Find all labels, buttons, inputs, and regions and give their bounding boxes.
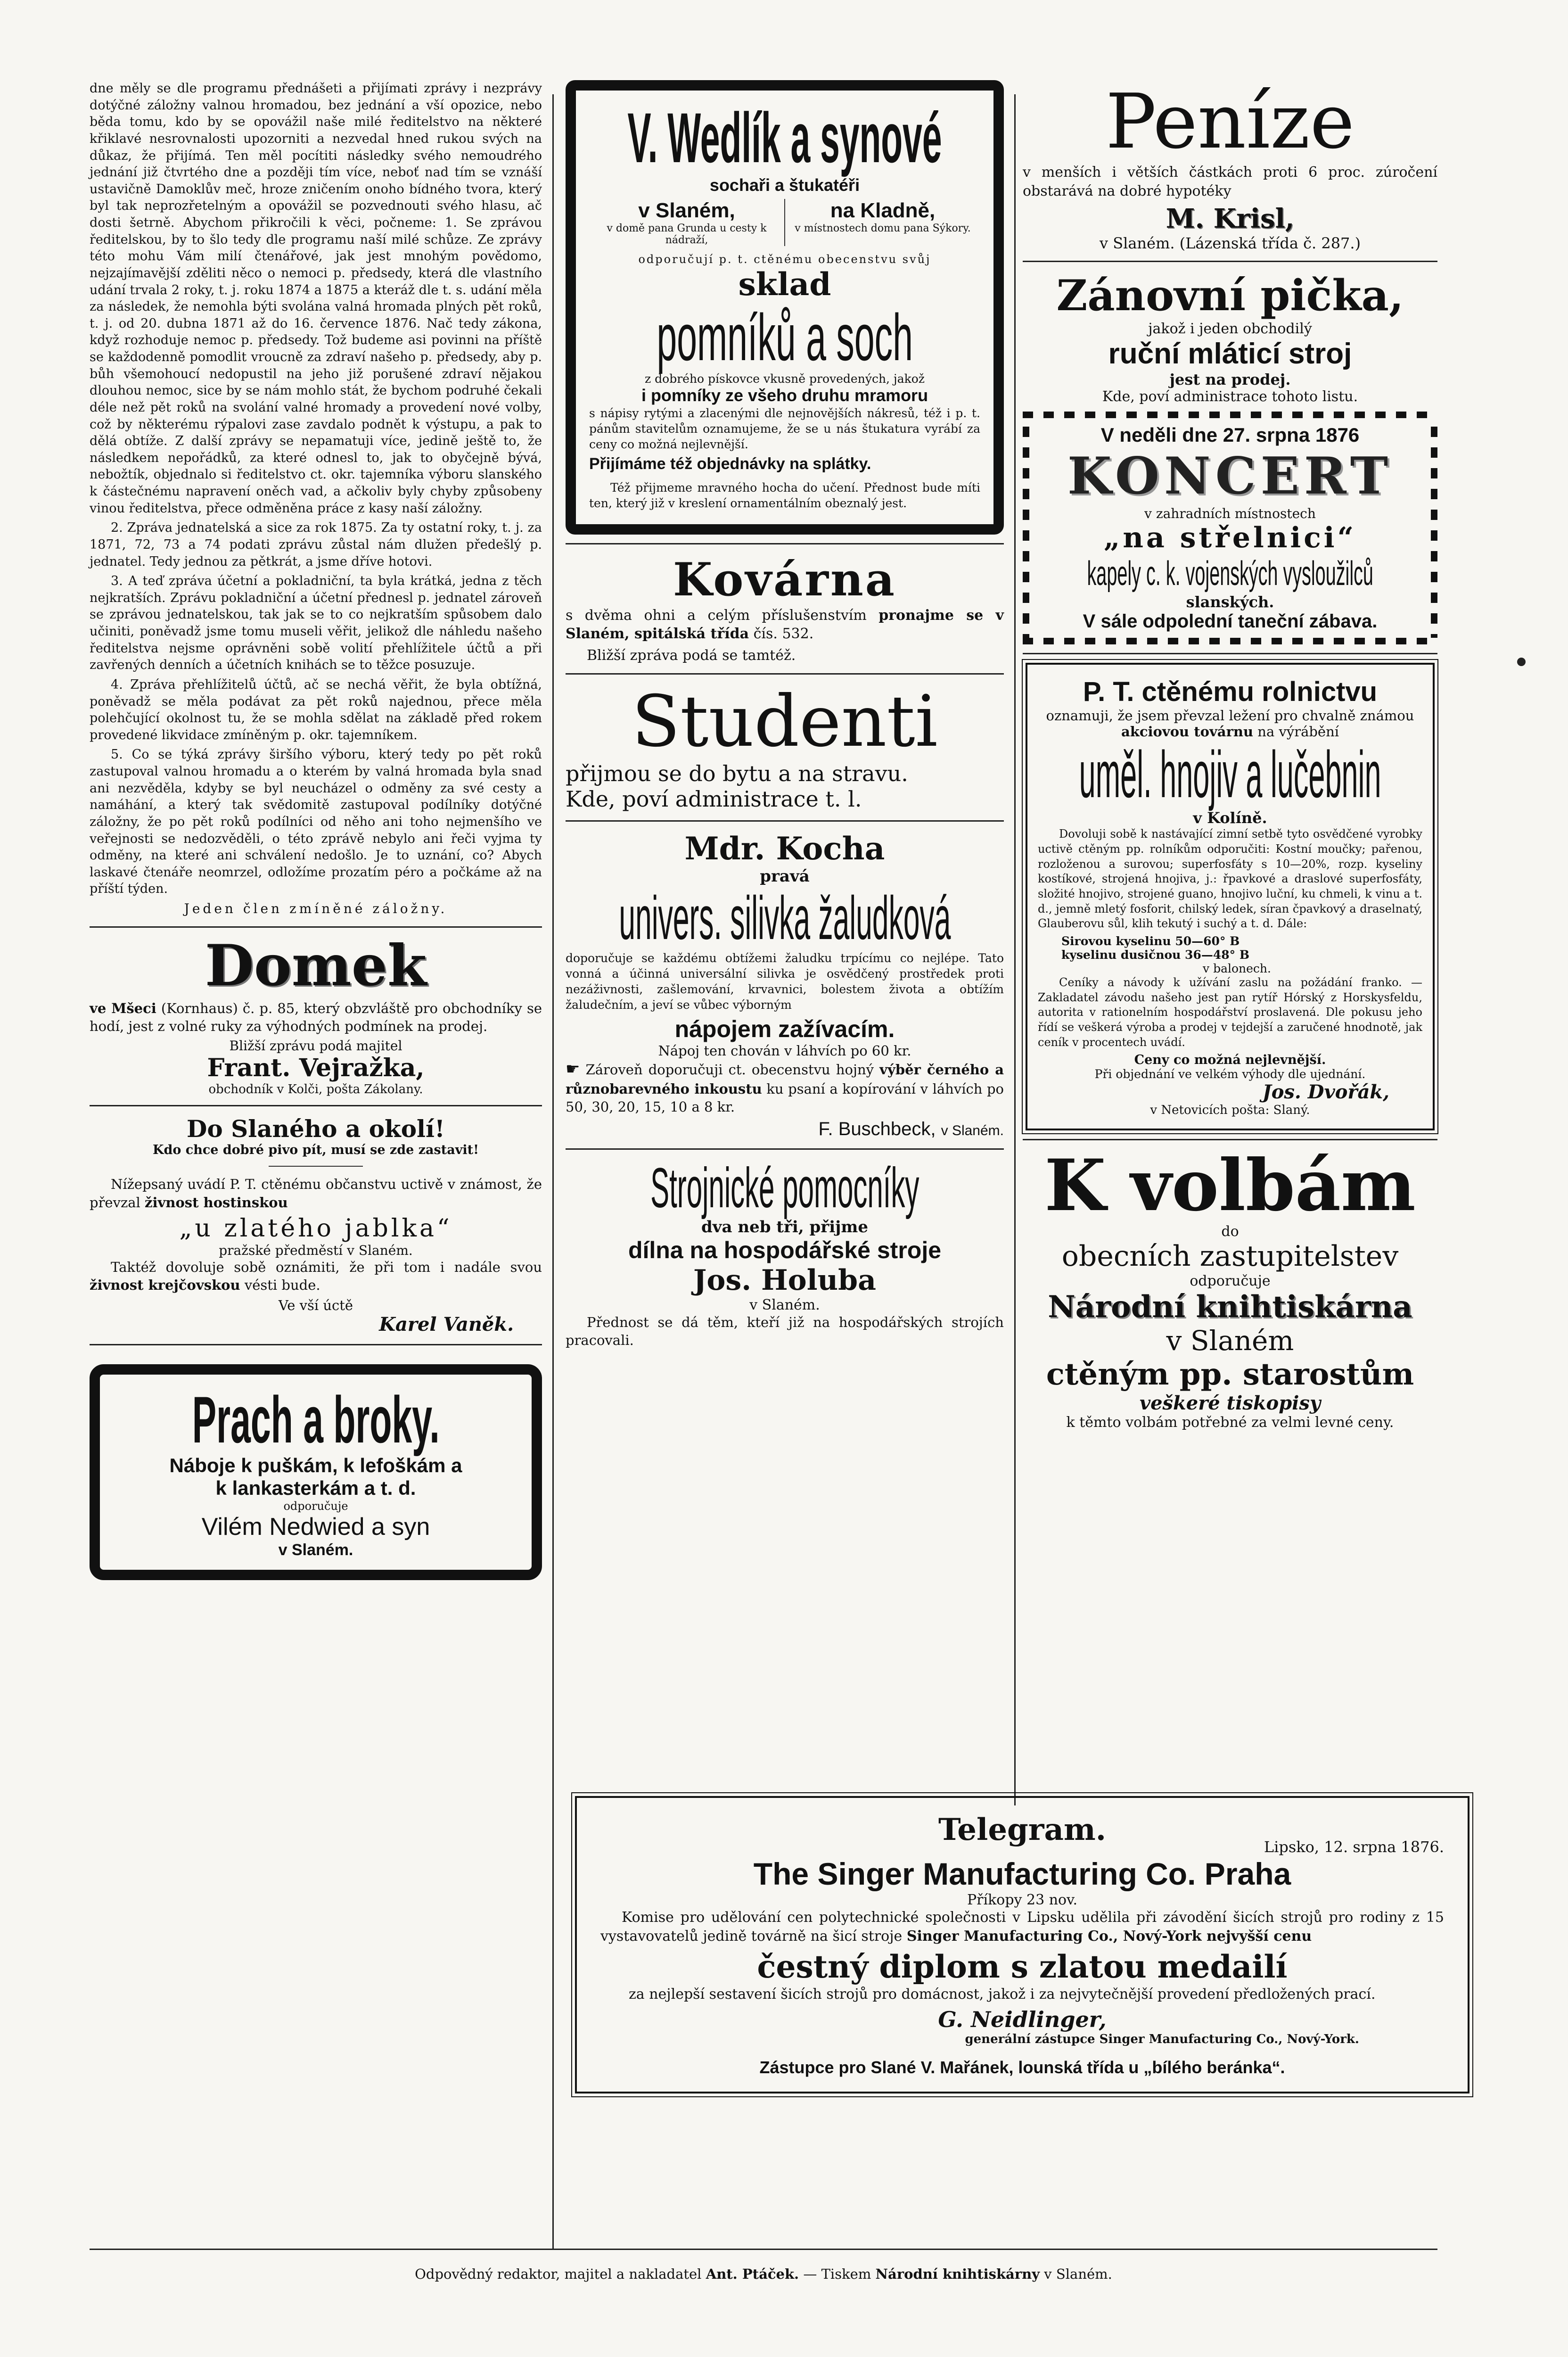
ad-dvorak-addr: v Netovicích pošta: Slaný. [1150,1103,1310,1118]
ad-koncert-title: KONCERT [1067,446,1393,506]
ad-holub-note: Přednost se dá těm, kteří již na hospodářských strojích pracovali. [566,1314,1004,1349]
ad-prach-line1: Náboje k puškám, k lefoškám a [169,1454,462,1476]
ad-holub-place: v Slaném. [749,1297,820,1314]
ad-koncert-dance: V sále odpolední taneční zábava. [1083,611,1378,632]
ad-wedlik-sklad: sklad [738,265,831,303]
ad-wedlik-desc3: s nápisy rytými a zlacenými dle nejnovějších nákresů, též i p. t. pánům stavitelům oznamujeme, že se u nás štukatura vyrábí za ceny co možná nejlevnější. [589,406,980,451]
ad-dvorak-title: P. T. ctěnému rolnictvu [1083,676,1378,708]
ad-slany-p3b: živnost krejčovskou [90,1277,240,1294]
ad-dvorak-acid1: Sirovou kyselinu 50—60° B [1061,934,1240,948]
ad-wedlik-place-slany: v Slaném, [638,198,735,222]
ad-telegram [575,1796,1469,2093]
ad-dvorak-big: uměl. hnojiv a lučebnin [1079,737,1381,812]
pointing-hand-icon: ☛ [566,1059,580,1079]
ad-penize-title: Peníze [1105,77,1355,165]
ad-domek [90,932,542,1097]
ad-kovarna-t2: Bližší zpráva podá se tamtéž. [587,647,796,664]
ad-dvorak-t1c: na výrábění [1257,724,1339,740]
ad-penize-t1: v menších i větších částkách proti 6 proc. zúročení obstarává na dobré hypotéky [1023,164,1437,199]
ad-dvorak-place: v Kolíně. [1193,809,1267,827]
ad-volby-firm: Národní knihtiskárna [1048,1289,1412,1325]
ad-dvorak [1026,663,1435,1130]
ad-volby-t3: odporučuje [1190,1272,1271,1289]
ad-slany-greet: Ve vší úctě [278,1297,353,1313]
ad-volby-t6: k těmto volbám potřebné za velmi levné ceny. [1066,1414,1394,1431]
ad-wedlik-title: V. Wedlík a synové [627,98,942,177]
ad-kocha-big: univers. silivka žaludková [618,883,951,953]
ad-kocha [566,830,1004,1140]
divider [90,1105,542,1106]
ad-telegram-dateline: Lipsko, 12. srpna 1876. [1264,1838,1444,1856]
ad-wedlik-pomniku: pomníků a soch [657,300,913,374]
imprint-e: v Slaném. [1044,2266,1112,2282]
ad-domek-title: Domek [205,932,427,999]
divider [566,673,1004,675]
ad-slany-p1: Nížepsaný uvádí P. T. ctěnému občanstvu uctivě v známost, že převzal [90,1176,542,1211]
ad-studenti-t1: přijmou se do bytu a na stravu. [566,761,908,787]
ad-domek-text: (Kornhaus) č. p. 85, který obzvláště pro obchodníky se hodí, jest z volné ruky za výhodných podmínek na prodej. [90,1000,542,1035]
ad-koncert-band-place: slanských. [1186,593,1274,611]
ad-dvorak-name: Jos. Dvořák, [1262,1081,1389,1104]
ad-prach [90,1364,542,1580]
ad-pricka-t3: Kde, poví administrace tohoto listu. [1102,388,1358,405]
divider [1023,1139,1437,1140]
ad-holub-t2: dílna na hospodářské stroje [628,1237,942,1264]
ad-koncert-band: kapely c. k. vojenských vysloužilců [1087,555,1373,593]
ad-kocha-title: Mdr. Kocha [684,830,885,867]
ad-telegram-t2: za nejlepší sestavení šicích strojů pro domácnost, jakož i za nejvytečnější provedení předložených prací. [629,1986,1376,2003]
ad-prach-name: Vilém Nedwied a syn [201,1513,430,1541]
article-paragraph: 5. Co se týká zprávy širšího výboru, který tedy po pět roků zastupoval valnou hromadu a o kterém by valná hromada byla snad ani nezvěděla, kdyby se byl neucházel o odměny za své cesty a namáhání, a který tak svědomitě zastupoval podílníky dotýčné záložny, že po pět roků podílníci od něho ani toho nejmenšího ve veřejnosti se nedozvěděli, o této zprávě nebylo ani řeči vyjma ty odměny, na které ani schválení nedošlo. Je to uznání, co? Abych laskavé čtenáře neomrzel, odložíme prozatím péro a počkáme až na příští týden. [90,747,542,897]
ad-wedlik-addr-slany: v domě pana Grunda u cesty k nádraží, [607,222,767,246]
article-paragraph: 3. A teď zpráva účetní a pokladniční, ta byla krátká, jedna z těch nejkratších. Zprávu pokladniční a účetní přednesl p. jednatel zároveň se zprávou jednatelskou, tak jak se to co nejkratším spůsobem dalo učiniti, poněvadž jsme tomu museli věřit, jelikož dle náhledu našeho ředitelstva nejsme oprávněni sobě volití přehlížitele účtů a při zavřených denních a účetních knihách se to těžce posuzuje. [90,574,542,673]
column-1 [90,80,542,1580]
divider [566,820,1004,822]
ad-dvorak-t1b: akciovou továrnu [1121,724,1254,740]
ad-telegram-t1b: Singer Manufacturing Co., Nový-York nejvyšší cenu [906,1928,1312,1945]
ad-telegram-addr: Příkopy 23 nov. [967,1892,1078,1908]
ad-domek-info: Bližší zprávu podá majitel [229,1038,402,1054]
ad-wedlik-desc2: i pomníky ze všeho druhu mramoru [641,385,928,405]
article-paragraph: dne měly se dle programu přednášeti a přijímati zprávy i nezprávy dotýčné záložny valnou hromadou, bez jednání a vší opozice, nebo běda tomu, kdo by se opovážil naše milé ředitelstvo na některé křiklavé nesrovnalosti upozorniti a nezvedal hned rukou svých na důkaz, že přijímá. Ten měl pocítiti následky svého nemoudrého jednání již čtvrtého dne a později tím více, neboť nad tím se vznáší ustavičně Damoklův meč, hroze zničením onoho bídného tvora, který byl tak neprozřetelným a opovážil se pozvednouti svého hlasu, ač dosti šetrně. Abychom přikročili k věci, počneme: 1. Se zprávou ředitelskou, by to šlo tedy dle programu naší milé schůze. Ze zprávy této mohu Vám milí čtenářové, jak jest mnohým povědomo, nejzajímavější zděliti něco o nemoci p. předsedy, která dle vlastního udání trvala 2 roky, t. j. roku 1874 a 1875 a kteráž dle t. s. udání měla za následek, že nemohla býti svolána valná hromada plných pět roků, t. j. od 20. dubna 1871 až do 16. července 1876. Nač tedy zákona, když rozhoduje nemoc p. předsedy. Tož budeme asi povinni na příště se každodenně pomodlit vroucně za zdraví našeho p. předsedy, aby p. bůh všemohoucí nedopustil na jeho již porušené zdraví nějakou dlouhou nemoc, sice by se nám mohlo stát, že bychom podruhé čekali déle než pět roků na svolání valné hromady a provedení nové volby, což by některému rýpalovi zase zavdalo podnět k výstupu, a pak to dělá obtíže. Z další zprávy se nepamatuji více, jedině ještě to, že následkem nepořádků, za které odnesl to, jak to obyčejně bývá, nebožtík, objednalo si ředitelstvo ct. okr. tajemníka výboru slanského k částečnému napravení oněch vad, a ačkoliv byly chyby způsobeny vinou ředitelstva, přece odměněna práce z kasy naší záložny. [90,81,542,516]
divider [269,1166,363,1167]
ad-kocha-napojem: nápojem zažívacím. [674,1015,895,1042]
ad-studenti-title: Studenti [632,681,938,763]
ad-wedlik-orders: Přijímáme též objednávky na splátky. [589,454,871,473]
column-3 [1023,77,1437,1431]
divider [1023,261,1437,262]
ad-pricka-t2: jest na prodej. [1169,371,1291,389]
ad-slany-p3: Taktéž dovoluje sobě oznámiti, že při tom i nadále svou [111,1259,542,1276]
ad-domek-place: ve Mšeci [90,1000,156,1016]
column-rule [1014,94,1016,1805]
ad-volby-t1: do [1221,1223,1239,1240]
ad-volby-t2: obecních zastupitelstev [1061,1239,1399,1273]
ad-koncert-date: V neděli dne 27. srpna 1876 [1100,424,1360,446]
ad-dvorak-t1: oznamuji, že jsem převzal ležení pro chvalně známou [1046,708,1414,724]
ad-kocha-ink1: Zároveň doporučuji ct. obecenstvu hojný [585,1061,874,1078]
ad-wedlik-rec: odporučují p. t. ctěnému obecenstvu svůj [638,252,931,266]
divider [1023,653,1437,654]
ad-kocha-desc: doporučuje se každému obtížemi žaludku trpícímu co nejlépe. Tato vonná a účinná universální silivka je osvědčený prostředek proti nezáživnosti, zašlemování, krvavnici, bolestem života a obtížím žaludečním, a jeví se vůbec výborným [566,951,1004,1012]
ad-holub [566,1158,1004,1350]
ad-wedlik [566,80,1004,535]
ad-koncert-venue: „na střelnici“ [1103,521,1357,555]
ad-slany-p2: pražské předměstí v Slaném. [219,1243,413,1259]
ad-domek-sub: obchodník v Kolči, pošta Zákolany. [208,1082,423,1097]
ad-kocha-firm: F. Buschbeck, [818,1119,936,1140]
ad-slany-sub: Kdo chce dobré pivo pít, musí se zde zastavit! [153,1143,479,1158]
ad-holub-name: Jos. Holuba [693,1264,876,1297]
imprint-a: Odpovědný redaktor, majitel a nakladatel [415,2266,702,2282]
article-paragraph: 4. Zpráva přehlížitelů účtů, ač se nechá věřit, že byla obtížná, poněvadž se měla podávat za pět roků najednou, přece měla polehčující okolnost tu, že se mohla sdělat na základě před rokem provedené likvidace zmíněným p. okr. tajemníkem. [90,677,542,742]
divider [90,1344,542,1345]
ad-studenti-t2: Kde, poví administrace t. l. [566,786,862,812]
ad-kovarna [566,553,1004,665]
divider [90,926,542,928]
ad-telegram-t1: Komise pro udělování cen polytechnické společnosti v Lipsku udělila při závodění šicích strojů pro rodiny z 15 vystavovatelů jedině továrně na šicí stroje [600,1909,1444,1945]
ad-prach-rec: odporučuje [283,1499,348,1513]
ad-prach-line2: k lankasterkám a t. d. [215,1476,416,1499]
ad-wedlik-desc1: z dobrého pískovce vkusně provedených, jakož [645,371,925,386]
imprint-c: — Tiskem [803,2266,871,2282]
ad-prach-place: v Slaném. [278,1541,353,1559]
newspaper-page [90,77,1444,2282]
ad-slany-inn: „u zlatého jablka“ [179,1214,452,1243]
ad-studenti [566,683,1004,812]
ad-telegram-role: generální zástupce Singer Manufacturing Co., Nový-York. [965,2032,1359,2046]
ad-telegram-company: The Singer Manufacturing Co. Praha [753,1856,1291,1891]
ad-dvorak-prices: Ceny co možná nejlevnější. [1134,1053,1326,1068]
ad-dvorak-text: Dovoluji sobě k nastávající zimní setbě tyto osvědčené vyrobky uctivě ctěným pp. rolníkům odporučiti: Kostní moučky; pařenou, rozloženou a surovou; superfosfáty s 10—20%, rozp. kyseliny kostíkové, strojená hnojiva, j.: řpavkové a draslové superfosfáty, složité hnojivo, strojené guano, hnojivo luční, ku chmeli, k vinu a t. d., jemně mletý fosforit, chilský ledek, síran čpavkový a draselnatý, Glauberovu sůl, klih tekutý i suchý a t. d. Dále: [1038,827,1422,931]
ad-pricka-big: ruční mláticí stroj [1108,338,1352,371]
divider [566,1148,1004,1150]
ad-telegram-name: G. Neidlinger, [938,2006,1107,2032]
ad-telegram-agent: Zástupce pro Slané V. Mařánek, lounská třída u „bílého beránka“. [759,2057,1285,2077]
ad-kovarna-title: Kovárna [673,552,896,606]
ad-kovarna-t1: s dvěma ohni a celým příslušenstvím [566,607,867,624]
ad-telegram-title: Telegram. [938,1812,1106,1847]
ad-holub-title: Strojnické pomocníky [650,1156,919,1220]
ad-kovarna-t1c: čís. 532. [753,626,814,643]
column-2 [566,80,1004,1352]
ad-dvorak-text3: Při objednání ve velkém výhody dle ujednání. [1094,1067,1366,1081]
ad-slany-p3c: vésti bude. [244,1277,320,1294]
ad-penize-place: v Slaném. (Lázenská třída č. 287.) [1099,234,1361,253]
ad-slany-name: Karel Vaněk. [379,1313,514,1335]
ad-pricka-title: Zánovní pička, [1056,271,1404,321]
imprint-footer [90,2266,1437,2282]
ad-slany [90,1115,542,1335]
ad-penize-name: M. Krisl, [1166,203,1295,235]
ad-pricka [1023,271,1437,405]
ad-pricka-t1: jakož i jeden obchodilý [1148,321,1312,338]
ad-volby-place: v Slaném [1166,1324,1294,1357]
ad-prach-title: Prach a broky. [192,1382,440,1457]
divider [566,543,1004,544]
ad-volby-title: K volbám [1044,1144,1416,1228]
ad-domek-owner: Frant. Vejražka, [207,1054,425,1083]
imprint-d: Národní knihtiskárny [875,2266,1040,2282]
ad-koncert [1023,412,1437,644]
ad-koncert-t1: v zahradních místnostech [1144,506,1316,522]
ad-volby-t4: ctěným pp. starostům [1046,1356,1414,1392]
ink-dot-icon [1517,658,1526,666]
ad-wedlik-note: Též přijmeme mravného hocha do učení. Přednost bude míti ten, který již v kreslení ornamentálním obeznalý jest. [589,480,980,510]
ad-dvorak-text2: Ceníky a návody k užívání zaslu na požádání franko. — Zakladatel závodu našeho jest pan rytíř Hórský z Horskysfeldu, autorita v rationelním hospodářství proslavená. Dle pokusu jeho řídí se veškerá výroba a prodej v tejdejší a zaručené hnodnotě, jak ceník v procentech uvádí. [1038,975,1422,1049]
ad-wedlik-addr-kladno: v místnostech domu pana Sýkory. [795,222,971,234]
ad-kocha-ink2: výběr černého a různobarevného inkoustu [566,1061,1004,1097]
imprint-b: Ant. Ptáček. [706,2266,799,2282]
ad-dvorak-acid-note: v balonech. [1203,961,1271,975]
article-paragraph: 2. Zpráva jednatelská a sice za rok 1875. Za ty ostatní roky, t. j. za 1871, 72, 73 a 74 podati zprávu zůstal nám dlužen předešlý p. jednatel. Tedy jednou za pětkrát, a jsme dříve hotovi. [90,520,542,569]
ad-kocha-ink3: ku psaní a kopírování v láhvích po 50, 30, 20, 15, 10 a 8 kr. [566,1080,1004,1115]
article-signature: Jeden člen zmíněné záložny. [184,901,448,916]
ad-slany-p1b: živnost hostinskou [145,1194,288,1211]
ad-volby [1023,1144,1437,1431]
ad-slany-title: Do Slaného a okolí! [187,1115,445,1143]
ad-wedlik-sub: sochaři a štukatéři [709,175,860,195]
ad-kocha-sub: pravá [760,867,810,886]
ad-wedlik-place-kladno: na Kladně, [830,198,936,222]
ad-kocha-firm-place: v Slaném. [941,1123,1004,1139]
ad-telegram-diplom: čestný diplom s zlatou medailí [757,1948,1288,1986]
divider [90,2249,1437,2250]
ad-kocha-bottle: Nápoj ten chován v láhvích po 60 kr. [658,1042,911,1059]
ad-kovarna-t1b: pronajme se v Slaném, spitálská třída [566,607,1004,643]
ad-volby-t5: veškeré tiskopisy [1139,1392,1321,1414]
ad-penize [1023,77,1437,253]
column-rule [552,94,554,2249]
ad-dvorak-acid2: kyselinu dusičnou 36—48° B [1061,948,1249,962]
ad-holub-t1: dva neb tři, přijme [701,1218,869,1237]
